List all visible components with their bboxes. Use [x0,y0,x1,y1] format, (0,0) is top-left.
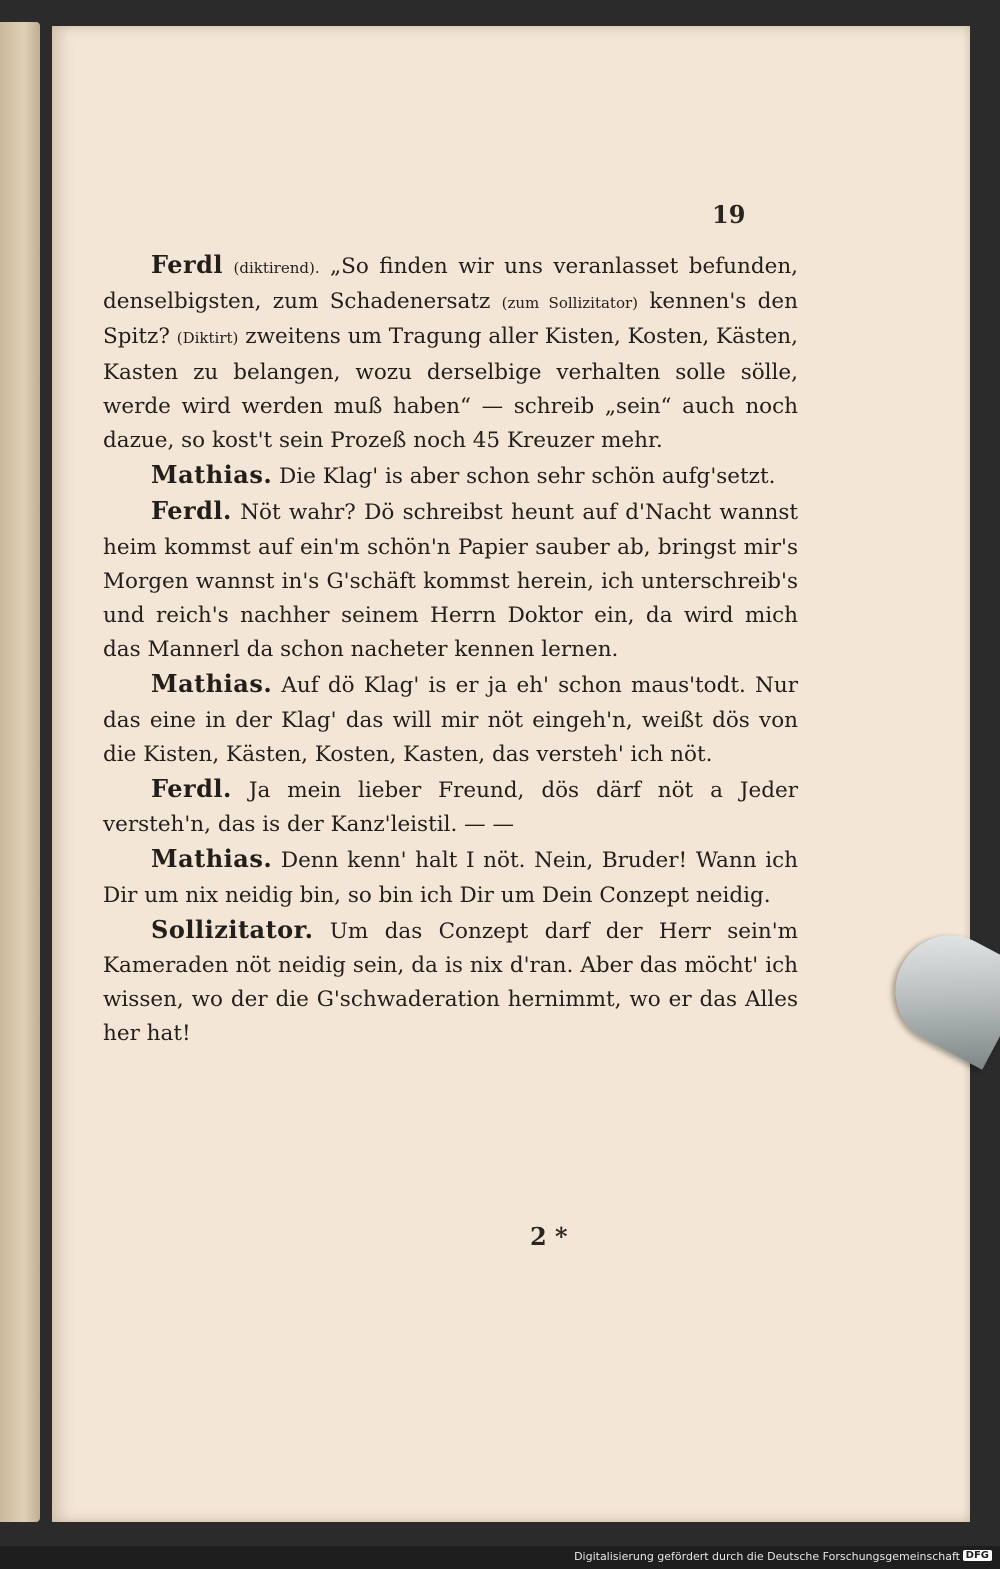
speaker-name: Ferdl [151,250,224,279]
dialogue-paragraph [103,842,798,912]
speech-text: kennen's den Spitz? [103,289,798,350]
stage-direction: (diktirend). [233,259,320,277]
speech-text: Auf dö Klag' is er ja eh' schon maus'todt. Nur das eine in der Klag' das will mir nöt eingeh'n, weißt dös von die Kisten, Kästen, Kosten, Kasten, das versteh' ich nöt. [103,673,798,767]
speech-text: „So finden wir uns veranlasset befunden, denselbigsten, zum Schadenersatz [103,254,798,315]
speech-text: zweitens um Tragung aller Kisten, Kosten, Kästen, Kasten zu belangen, wozu derselbige verhalten solle sölle, werde wird werden muß haben“ — schreib „sein“ auch noch dazue, so kost't sein Prozeß noch 45 Kreuzer mehr. [103,324,798,454]
dialogue-paragraph [103,494,798,667]
speaker-name: Sollizitator. [151,914,314,944]
speech-text: Ja mein lieber Freund, dös därf nöt a Jeder versteh'n, das is der Kanz'leistil. — — [103,778,798,838]
speech-text: Um das Conzept darf der Herr sein'm Kameraden nöt neidig sein, da is nix d'ran. Aber das möcht' ich wissen, wo der die G'schwaderation hernimmt, wo er das Alles her hat! [103,918,798,1047]
page-number: 19 [712,200,746,229]
speaker-name: Ferdl. [151,774,232,804]
speaker-name: Ferdl. [151,496,232,526]
signature-mark: 2 * [530,1222,568,1251]
dialogue-paragraph [103,667,798,772]
speaker-name: Mathias. [151,669,273,699]
dialogue-paragraph [103,458,798,494]
dialogue-text [103,248,798,1052]
dfg-logo-icon: DFG [963,1550,992,1561]
speech-text: Nöt wahr? Dö schreibst heunt auf d'Nacht wannst heim kommst auf ein'm schön'n Papier sauber ab, bringst mir's Morgen wannst in's G'schäft kommst herein, ich unterschreib's und reich's nachher seinem Herrn Doktor ein, da wird mich das Mannerl da schon nacheter kennen lernen. [103,500,798,663]
speaker-name: Mathias. [151,460,273,490]
speech-text: Denn kenn' halt I nöt. Nein, Bruder! Wann ich Dir um nix neidig bin, so bin ich Dir um Dein Conzept neidig. [103,848,798,908]
dialogue-paragraph [103,772,798,842]
facing-page-edge [0,22,40,1522]
stage-direction: (zum Sollizitator) [501,294,639,313]
speaker-name: Mathias. [151,844,273,874]
speech-text: Die Klag' is aber schon sehr schön aufg'setzt. [272,464,776,490]
footer-credit: Digitalisierung gefördert durch die Deutsche Forschungsgemeinschaft [574,1550,960,1563]
stage-direction: (Diktirt) [176,329,239,348]
dialogue-paragraph [103,913,798,1052]
dialogue-paragraph [103,248,798,458]
